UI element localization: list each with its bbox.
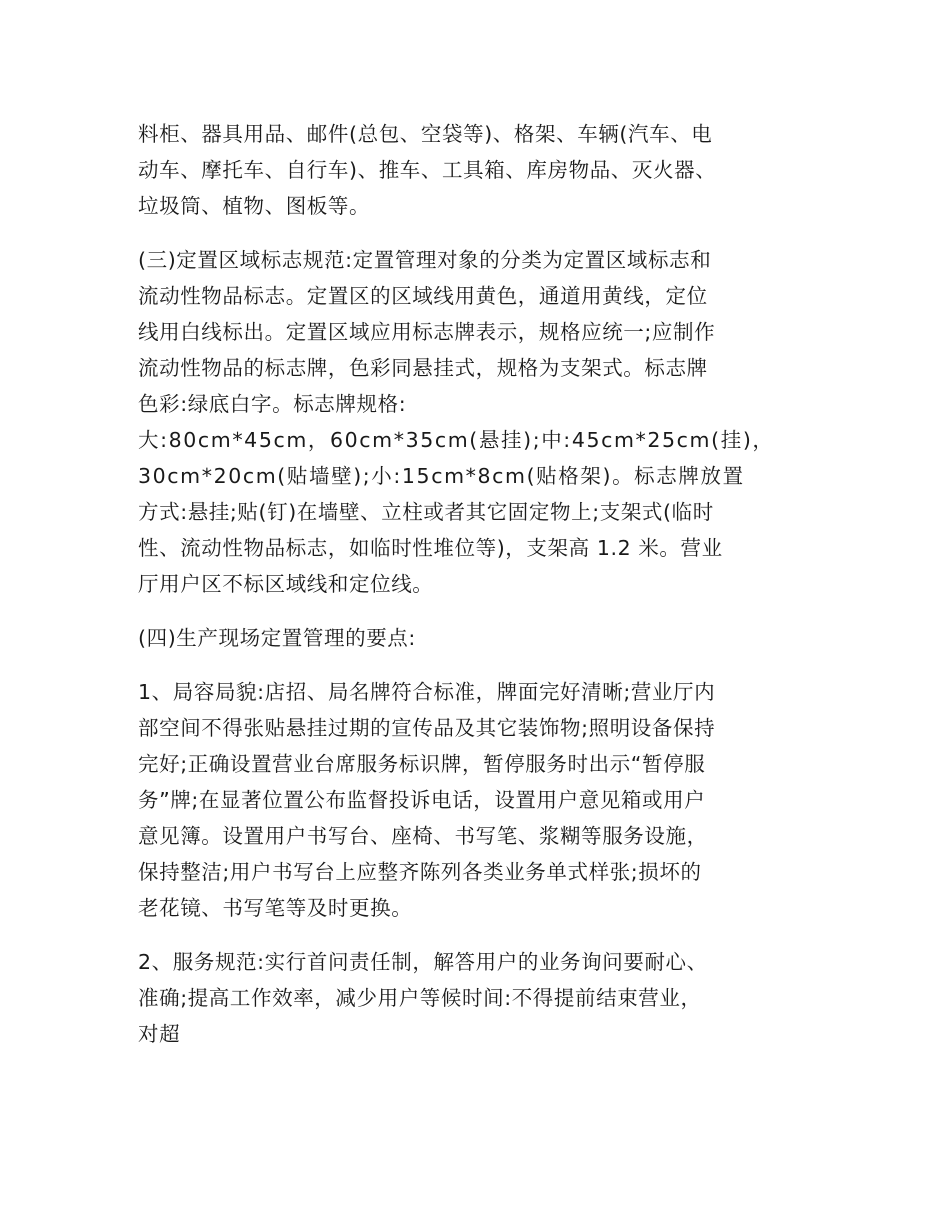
text-line: 动车、摩托车、自行车)、推车、工具箱、库房物品、灭火器、	[138, 158, 717, 182]
text-line: 线用白线标出。定置区域应用标志牌表示，规格应统一;应制作	[138, 320, 716, 344]
text-line: 厅用户区不标区域线和定位线。	[138, 572, 434, 596]
paragraph-signage-spec	[138, 242, 810, 602]
text-line: 大:80cm*45cm，60cm*35cm(悬挂);中:45cm*25cm(挂)，	[138, 428, 775, 452]
text-line: 部空间不得张贴悬挂过期的宣传品及其它装饰物;照明设备保持	[138, 716, 716, 740]
text-line: 方式:悬挂;贴(钉)在墙壁、立柱或者其它固定物上;支架式(临时	[138, 500, 714, 524]
text-line: 1、局容局貌:店招、局名牌符合标准，牌面完好清晰;营业厅内	[138, 680, 716, 704]
text-line: 保持整洁;用户书写台上应整齐陈列各类业务单式样张;损坏的	[138, 860, 702, 884]
text-line: 对超	[138, 1022, 181, 1046]
text-line: 流动性物品的标志牌，色彩同悬挂式，规格为支架式。标志牌	[138, 356, 708, 380]
text-line: 流动性物品标志。定置区的区域线用黄色，通道用黄线，定位	[138, 284, 708, 308]
text-line: 务”牌;在显著位置公布监督投诉电话，设置用户意见箱或用户	[138, 788, 706, 812]
paragraph-item-categories	[138, 116, 810, 224]
text-line: 准确;提高工作效率，减少用户等候时间:不得提前结束营业，	[138, 986, 702, 1010]
text-line: 意见簿。设置用户书写台、座椅、书写笔、浆糊等服务设施，	[138, 824, 708, 848]
text-line: (三)定置区域标志规范:定置管理对象的分类为定置区域标志和	[138, 248, 712, 272]
section-heading	[138, 620, 810, 656]
text-line: 2、服务规范:实行首问责任制，解答用户的业务询问要耐心、	[138, 950, 708, 974]
paragraph-service	[138, 944, 810, 1052]
text-line: 老花镜、书写笔等及时更换。	[138, 896, 413, 920]
document-page	[138, 116, 810, 1070]
text-line: 料柜、器具用品、邮件(总包、空袋等)、格架、车辆(汽车、电	[138, 122, 713, 146]
text-line: (四)生产现场定置管理的要点:	[138, 626, 416, 650]
text-line: 色彩:绿底白字。标志牌规格:	[138, 392, 407, 416]
text-line: 30cm*20cm(贴墙壁);小:15cm*8cm(贴格架)。标志牌放置	[138, 464, 745, 488]
text-line: 完好;正确设置营业台席服务标识牌，暂停服务时出示“暂停服	[138, 752, 706, 776]
text-line: 垃圾筒、植物、图板等。	[138, 194, 371, 218]
text-line: 性、流动性物品标志，如临时性堆位等)，支架高 1.2 米。营业	[138, 536, 723, 560]
paragraph-appearance	[138, 674, 810, 926]
